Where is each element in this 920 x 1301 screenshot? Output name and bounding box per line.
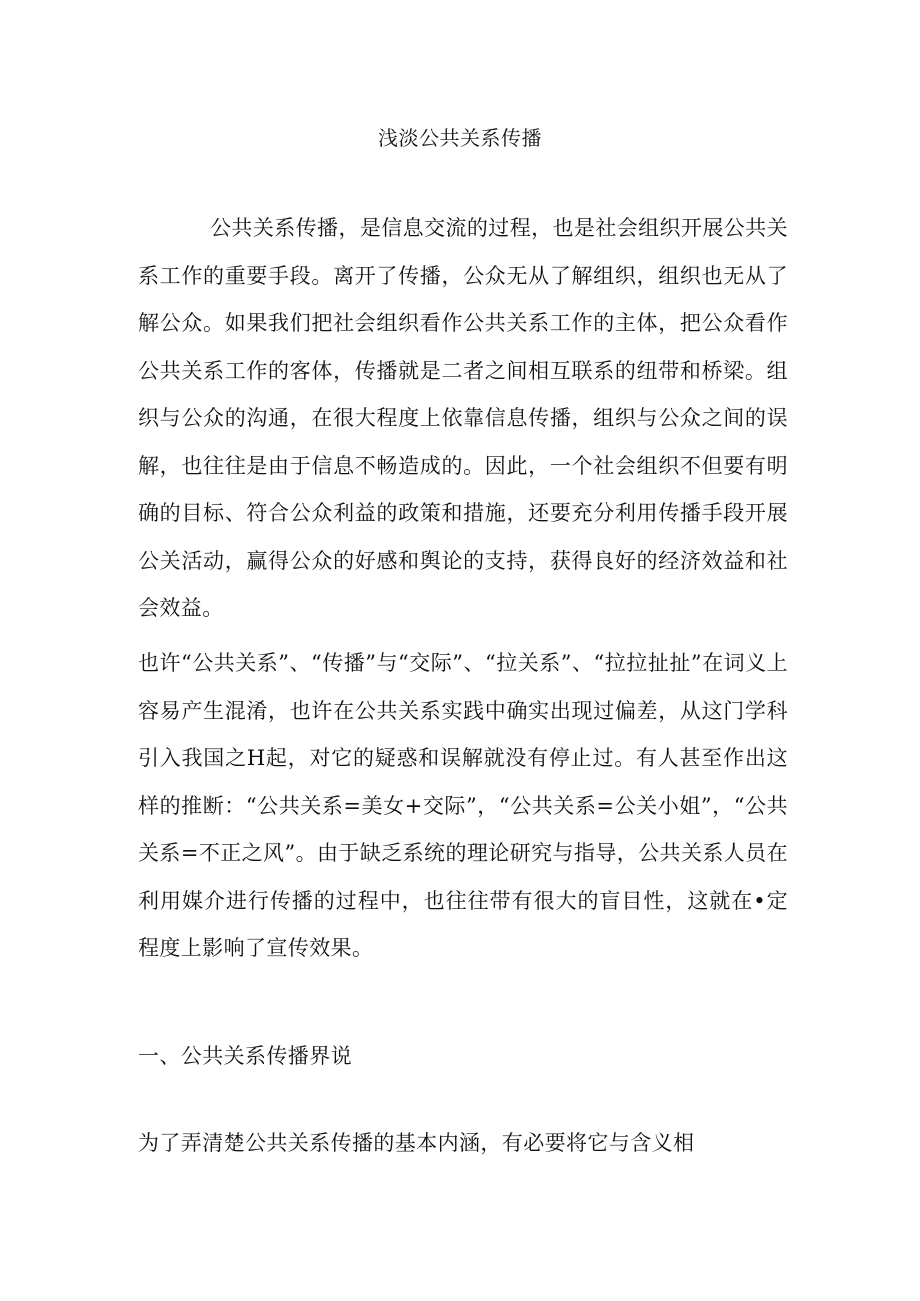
body-paragraph-3: 为了弄清楚公共关系传播的基本内涵，有必要将它与含义相 (138, 1131, 695, 1155)
section-heading: 一、公共关系传播界说 (138, 1044, 352, 1068)
document-title: 浅淡公共关系传播 (378, 126, 542, 150)
body-paragraph-2: 也许“公共关系”、“传播”与“交际”、“拉关系”、“拉拉扯扯”在词义上容易产生混淆，也许在公共关系实践中确实出现过偏差，从这门学科引入我国之H起，对它的疑惑和误解就没有停止过。有人甚至作出这样的推断：“公共关系=美女+交际”，“公共关系=公关小姐”，“公共关系=不正之风”。由于缺乏系统的理论研究与指导，公共关系人员在利用媒介进行传播的过程中，也往往带有很大的盲目性，这就在•定程度上影响了宣传效果。 (138, 651, 788, 960)
body-paragraph-1: 公共关系传播，是信息交流的过程，也是社会组织开展公共关系工作的重要手段。离开了传播，公众无从了解组织，组织也无从了解公众。如果我们把社会组织看作公共关系工作的主体，把公众看作公共关系工作的客体，传播就是二者之间相互联系的纽带和桥梁。组织与公众的沟通，在很大程度上依靠信息传播，组织与公众之间的误解，也往往是由于信息不畅造成的。因此，一个社会组织不但要有明确的目标、符合公众利益的政策和措施，还要充分利用传播手段开展公关活动，赢得公众的好感和舆论的支持，获得良好的经济效益和社会效益。 (138, 216, 788, 620)
